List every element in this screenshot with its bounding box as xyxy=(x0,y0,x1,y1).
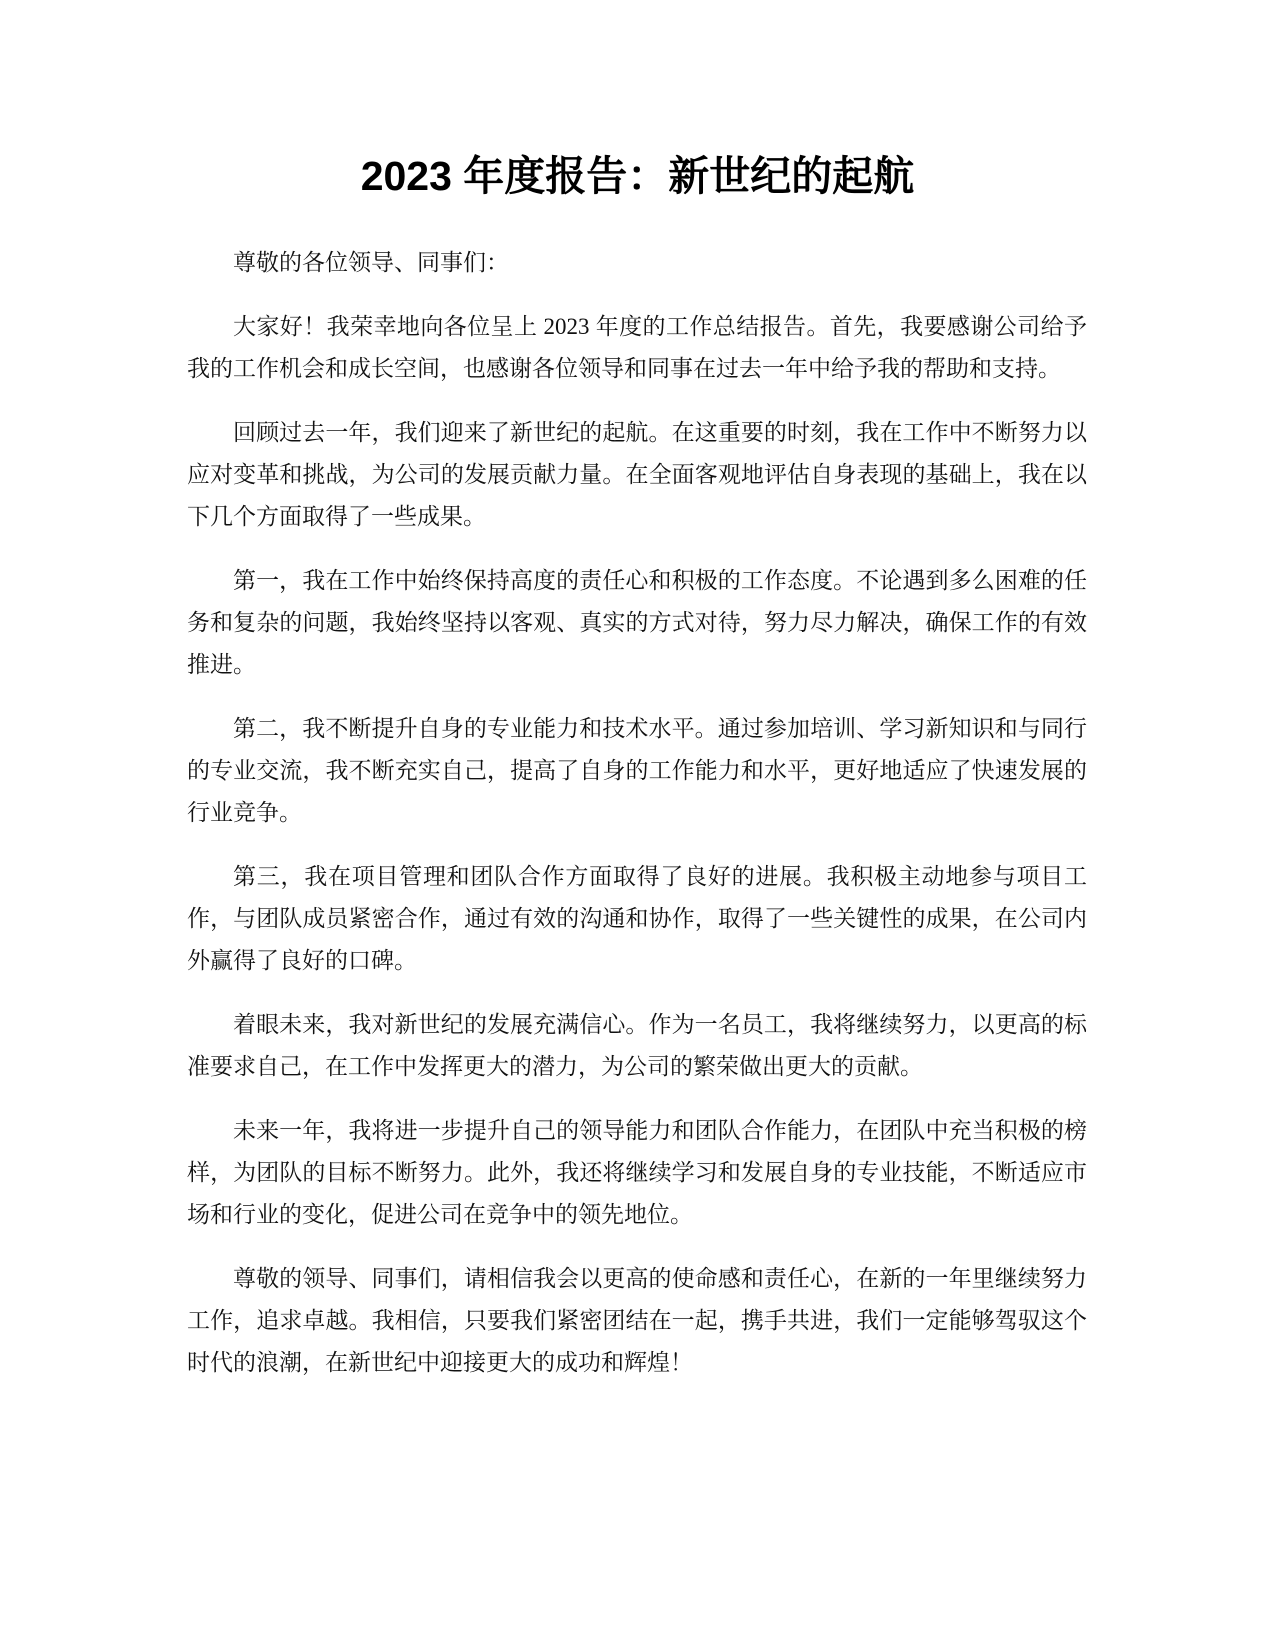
paragraph-closing: 尊敬的领导、同事们，请相信我会以更高的使命感和责任心，在新的一年里继续努力工作，追求卓越。我相信，只要我们紧密团结在一起，携手共进，我们一定能够驾驭这个时代的浪潮，在新世纪中迎接更大的成功和辉煌！ xyxy=(187,1266,1087,1375)
paragraph-salutation: 尊敬的各位领导、同事们： xyxy=(233,250,509,275)
paragraph-review: 回顾过去一年，我们迎来了新世纪的起航。在这重要的时刻，我在工作中不断努力以应对变革和挑战，为公司的发展贡献力量。在全面客观地评估自身表现的基础上，我在以下几个方面取得了一些成果。 xyxy=(187,420,1087,529)
paragraph-point-one: 第一，我在工作中始终保持高度的责任心和积极的工作态度。不论遇到多么困难的任务和复杂的问题，我始终坚持以客观、真实的方式对待，努力尽力解决，确保工作的有效推进。 xyxy=(187,568,1087,677)
paragraph-point-two: 第二，我不断提升自身的专业能力和技术水平。通过参加培训、学习新知识和与同行的专业交流，我不断充实自己，提高了自身的工作能力和水平，更好地适应了快速发展的行业竞争。 xyxy=(187,716,1087,825)
paragraph-next-year: 未来一年，我将进一步提升自己的领导能力和团队合作能力，在团队中充当积极的榜样，为团队的目标不断努力。此外，我还将继续学习和发展自身的专业技能，不断适应市场和行业的变化，促进公司在竞争中的领先地位。 xyxy=(187,1118,1087,1227)
paragraph-outlook: 着眼未来，我对新世纪的发展充满信心。作为一名员工，我将继续努力，以更高的标准要求自己，在工作中发挥更大的潜力，为公司的繁荣做出更大的贡献。 xyxy=(187,1012,1087,1079)
document-body xyxy=(187,242,1087,1406)
document-title: 2023 年度报告：新世纪的起航 xyxy=(360,153,915,199)
paragraph-greeting: 大家好！我荣幸地向各位呈上 2023 年度的工作总结报告。首先，我要感谢公司给予我的工作机会和成长空间，也感谢各位领导和同事在过去一年中给予我的帮助和支持。 xyxy=(187,314,1087,381)
paragraph-point-three: 第三，我在项目管理和团队合作方面取得了良好的进展。我积极主动地参与项目工作，与团队成员紧密合作，通过有效的沟通和协作，取得了一些关键性的成果，在公司内外赢得了良好的口碑。 xyxy=(187,864,1087,973)
